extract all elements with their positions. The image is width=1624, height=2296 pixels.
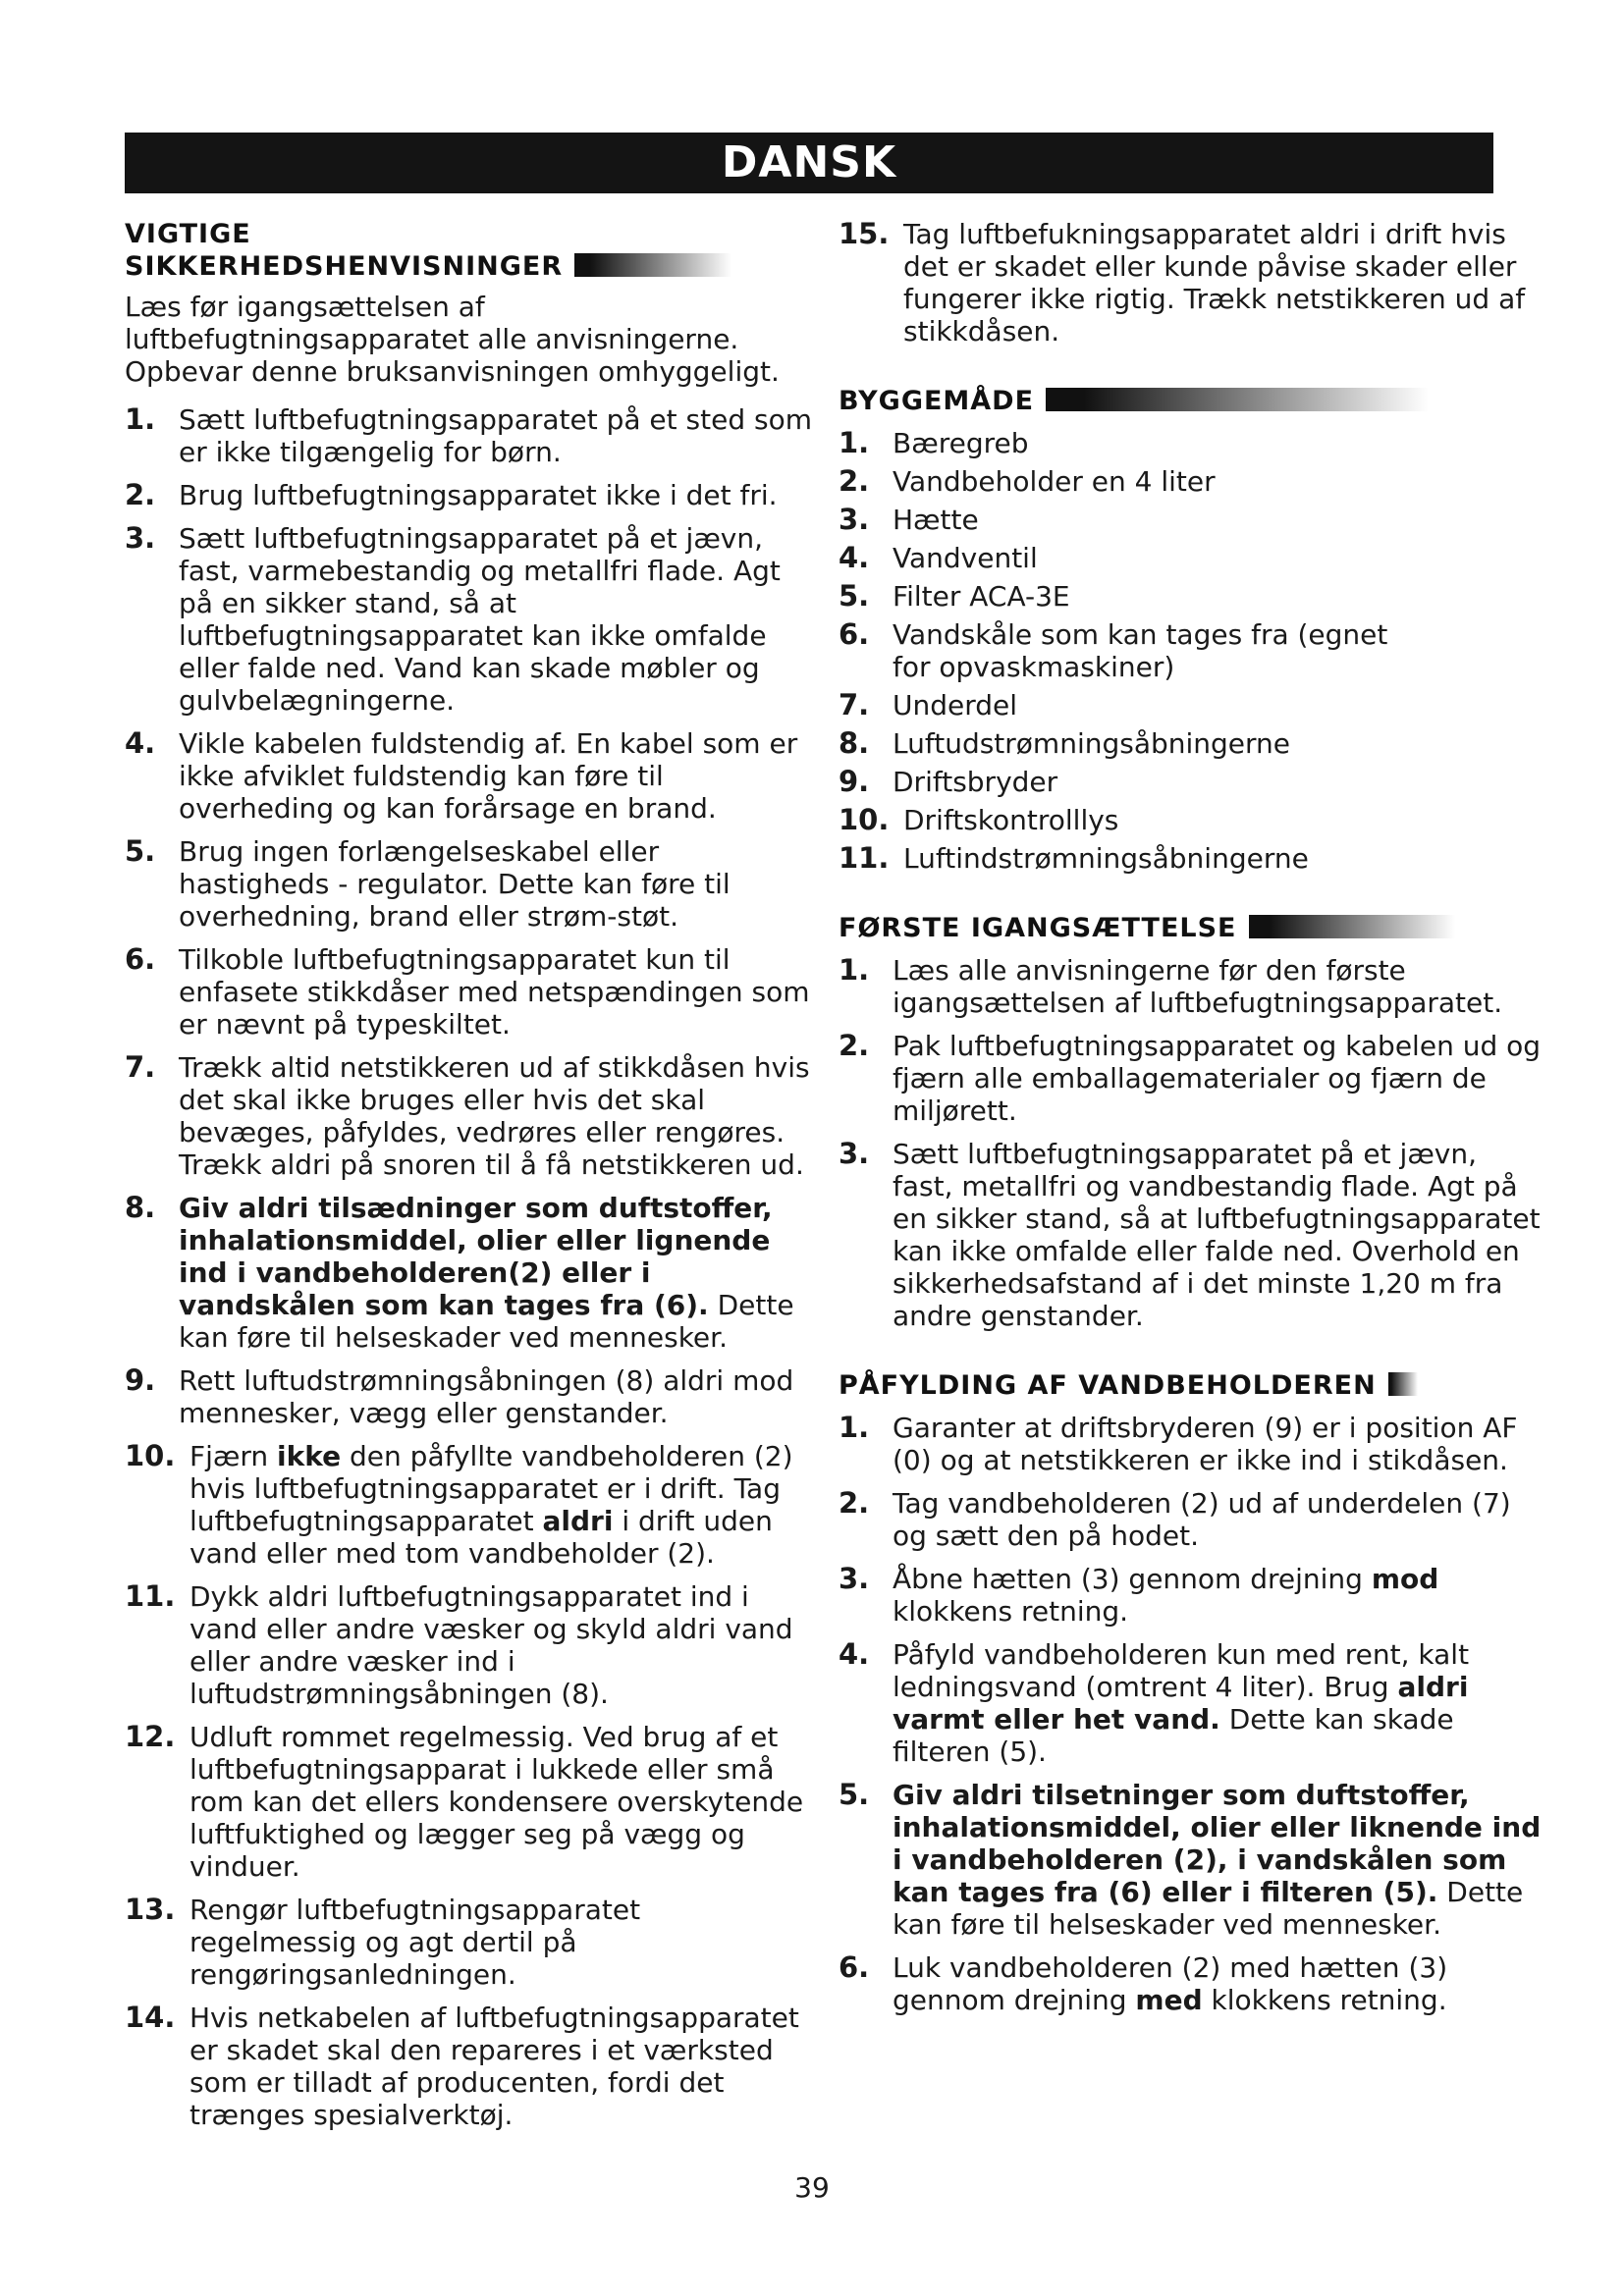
item-text (189, 1440, 812, 1570)
list-item (125, 403, 812, 468)
item-number: 1. (839, 426, 870, 459)
item-text: Garanter at driftsbryderen (9) er i position AF (0) og at netstikkeren er ikke ind i stikdåsen. (893, 1412, 1518, 1476)
heading-text: FØRSTE IGANGSÆTTELSE (839, 913, 1237, 943)
filling-heading (839, 1369, 1545, 1402)
item-text: Vandbeholder en 4 liter (893, 465, 1216, 498)
item-text: Tag vandbeholderen (2) ud af underdelen (7) og sætt den på hodet. (893, 1487, 1511, 1552)
item-bold-text: mod (1371, 1563, 1439, 1595)
item-number: 8. (839, 726, 870, 760)
item-number: 9. (125, 1363, 156, 1397)
list-item (839, 804, 1545, 836)
heading-rule (1046, 388, 1429, 411)
item-text: Hvis netkabelen af luftbefugtningsapparatet er skadet skal den repareres i et værksted som er tilladt af producenten, fordi det trænges spesialverktøj. (189, 2002, 799, 2131)
item-plain-text: klokkens retning. (893, 1595, 1129, 1628)
item-text: Tilkoble luftbefugtningsapparatet kun til enfasete stikkdåser med netspændingen som er nævnt på typeskiltet. (179, 943, 810, 1041)
item-text: Udluft rommet regelmessig. Ved brug af et luftbefugtningsapparat i lukkede eller små rom kan det ellers kondensere overskytende luftfuktighed og lægger seg på vægg og vinduer. (189, 1721, 804, 1883)
item-plain-text: den påfyllte vandbeholderen (2) hvis luftbefugtningsapparatet er i drift. Tag luftbefugtningsapparatet (189, 1440, 793, 1537)
item-text: Brug luftbefugtningsapparatet ikke i det fri. (179, 479, 778, 511)
item-number: 13. (125, 1893, 176, 1926)
list-item (125, 943, 812, 1041)
item-number: 11. (839, 841, 890, 875)
item-number: 3. (839, 1562, 870, 1595)
list-item (839, 542, 1545, 574)
item-text (893, 1638, 1545, 1768)
list-item (839, 1487, 1545, 1552)
item-number: 6. (839, 617, 870, 651)
construction-heading (839, 385, 1545, 417)
item-plain-text: klokkens retning. (1202, 1984, 1447, 2016)
item-number: 4. (839, 1637, 870, 1671)
list-item (125, 1721, 812, 1883)
item-number: 2. (125, 478, 156, 511)
item-number: 5. (125, 834, 156, 868)
list-item (125, 1051, 812, 1181)
item-text: Hætte (893, 504, 979, 536)
item-number: 2. (839, 464, 870, 498)
banner-title: DANSK (721, 137, 897, 187)
list-item (839, 618, 1545, 683)
item-number: 4. (125, 726, 156, 760)
item-number: 14. (125, 2001, 176, 2034)
item-plain-text: Fjærn (189, 1440, 278, 1472)
item-number: 9. (839, 765, 870, 798)
item-text: Brug ingen forlængelseskabel eller hastigheds - regulator. Dette kan føre til overhedning, brand eller strøm-støt. (179, 835, 731, 933)
item-text: Sætt luftbefugtningsapparatet på et jævn, fast, varmebestandig og metallfri flade. Agt på en sikker stand, så at luftbefugtningsapparatet kan ikke omfalde eller falde ned. Vand kan skade møbler og gulvbelægningerne. (179, 522, 781, 717)
item-text: Luftindstrømningsåbningerne (903, 842, 1309, 875)
item-number: 12. (125, 1720, 176, 1753)
item-number: 1. (839, 953, 870, 987)
item-number: 5. (839, 1778, 870, 1811)
item-text: Rengør luftbefugtningsapparatet regelmessig og agt dertil på rengøringsanledningen. (189, 1894, 641, 1991)
item-text (893, 1951, 1545, 2016)
heading-rule (574, 253, 731, 277)
list-item (839, 218, 1545, 347)
list-item (839, 954, 1545, 1019)
item-number: 15. (839, 217, 890, 250)
list-item (125, 1440, 812, 1570)
first-use-section (839, 912, 1545, 1332)
item-text: Pak luftbefugtningsapparatet og kabelen ud og fjærn alle emballagematerialer og fjærn de miljørett. (893, 1030, 1542, 1127)
list-item (839, 1779, 1545, 1941)
item-text: Bæregreb (893, 427, 1029, 459)
item-text: Filter ACA-3E (893, 580, 1070, 613)
list-item (125, 2002, 812, 2131)
item-number: 1. (839, 1411, 870, 1444)
list-item (125, 727, 812, 825)
item-bold-text: Giv aldri tilsetninger som duftstoffer, inhalationsmiddel, olier eller liknende ind i vandbeholderen (2), i vandskålen som kan tages fra (6) eller i filteren (5). (893, 1779, 1542, 1908)
item-plain-text: Påfyld vandbeholderen kun med rent, kalt ledningsvand (omtrent 4 liter). Brug (893, 1638, 1470, 1703)
item-number: 2. (839, 1486, 870, 1520)
item-text: Vikle kabelen fuldstendig af. En kabel som er ikke afviklet fuldstendig kan føre til overheding og kan forårsage en brand. (179, 727, 798, 825)
list-item (125, 479, 812, 511)
item-plain-text: Dette kan føre til helseskader ved mennesker. (179, 1289, 794, 1354)
first-use-heading (839, 912, 1545, 944)
language-banner (125, 133, 1493, 193)
list-item (839, 1563, 1545, 1628)
item-plain-text: Luk vandbeholderen (2) med hætten (3) gennom drejning (893, 1951, 1448, 2016)
item-number: 7. (839, 688, 870, 721)
list-item (839, 1138, 1545, 1332)
list-item (125, 1580, 812, 1710)
construction-section (839, 385, 1545, 875)
left-column (125, 218, 812, 2142)
list-item (839, 504, 1545, 536)
list-item (125, 522, 812, 717)
safety-heading-line2: SIKKERHEDSHENVISNINGER (125, 251, 564, 282)
safety-intro: Læs før igangsættelsen af luftbefugtningsapparatet alle anvisningerne. Opbevar denne bruksanvisningen omhyggeligt. (125, 291, 780, 388)
item-text (893, 1563, 1545, 1628)
list-item (839, 465, 1545, 498)
item-text: Trækk altid netstikkeren ud af stikkdåsen hvis det skal ikke bruges eller hvis det skal bevæges, påfyldes, vedrøres eller rengøres. Trækk aldri på snoren til å få netstikkeren ud. (179, 1051, 810, 1181)
item-number: 11. (125, 1579, 176, 1613)
item-number: 6. (839, 1950, 870, 1984)
page-number: 39 (794, 2171, 830, 2204)
item-number: 7. (125, 1050, 156, 1084)
list-item (125, 1364, 812, 1429)
item-bold-text: med (1135, 1984, 1203, 2016)
item-number: 2. (839, 1029, 870, 1062)
list-item (839, 1951, 1545, 2016)
list-item (839, 1638, 1545, 1768)
item-number: 10. (839, 803, 890, 836)
item-text: Læs alle anvisningerne før den første igangsættelsen af luftbefugtningsapparatet. (893, 954, 1503, 1019)
item-number: 3. (839, 503, 870, 536)
item-plain-text: Dette kan føre til helseskader ved mennesker. (893, 1876, 1524, 1941)
item-number: 10. (125, 1439, 176, 1472)
item-plain-text: Dette kan skade filteren (5). (893, 1703, 1454, 1768)
item-bold-text: aldri (542, 1505, 614, 1537)
item-text: Vandskåle som kan tages fra (egnet for opvaskmaskiner) (893, 618, 1388, 683)
item-text: Dykk aldri luftbefugtningsapparatet ind i vand eller andre væsker og skyld aldri vand eller andre væsker ind i luftudstrømningsåbningen (8). (189, 1580, 793, 1710)
item-plain-text: Åbne hætten (3) gennom drejning (893, 1563, 1372, 1595)
item-text: Rett luftudstrømningsåbningen (8) aldri mod mennesker, vægg eller genstander. (179, 1364, 794, 1429)
item-bold-text: ikke (277, 1440, 342, 1472)
list-item (125, 1192, 812, 1354)
item-text: Luftudstrømningsåbningerne (893, 727, 1291, 760)
item-number: 3. (125, 521, 156, 555)
item-text: Sætt luftbefugtningsapparatet på et jævn, fast, metallfri og vandbestandig flade. Agt på en sikker stand, så at luftbefugtningsapparatet kan ikke omfalde eller falde ned. Overhold en sikkerhedsafstand af i det minste 1,20 m fra andre genstander. (893, 1138, 1541, 1332)
right-column (839, 218, 1545, 2027)
item-text: Driftskontrolllys (903, 804, 1119, 836)
list-item (839, 580, 1545, 613)
item-text: Sætt luftbefugtningsapparatet på et sted som er ikke tilgængelig for børn. (179, 403, 812, 468)
list-item (839, 842, 1545, 875)
list-item (839, 1412, 1545, 1476)
list-item (839, 766, 1545, 798)
heading-text: PÅFYLDING AF VANDBEHOLDEREN (839, 1370, 1377, 1401)
list-item (125, 835, 812, 933)
item-text: Driftsbryder (893, 766, 1058, 798)
item-number: 8. (125, 1191, 156, 1224)
filling-section (839, 1369, 1545, 2016)
list-item (839, 427, 1545, 459)
item-number: 1. (125, 402, 156, 436)
item-number: 5. (839, 579, 870, 613)
item-number: 6. (125, 942, 156, 976)
item-text: Tag luftbefukningsapparatet aldri i drift hvis det er skadet eller kunde påvise skader eller fungerer ikke rigtig. Trækk netstikkeren ud af stikkdåsen. (903, 218, 1526, 347)
list-item (839, 689, 1545, 721)
item-bold-text: Giv aldri tilsædninger som duftstoffer, inhalationsmiddel, olier eller lignende ind i vandbeholderen(2) eller i vandskålen som kan tages fra (6). (179, 1192, 773, 1321)
heading-text: BYGGEMÅDE (839, 386, 1035, 416)
safety-heading (125, 218, 812, 283)
heading-rule (1388, 1372, 1418, 1396)
item-plain-text: i drift uden vand eller med tom vandbeholder (2). (189, 1505, 773, 1570)
safety-heading-line1: VIGTIGE (125, 219, 251, 249)
item-text: Underdel (893, 689, 1018, 721)
item-text (179, 1192, 812, 1354)
item-text (893, 1779, 1545, 1941)
list-item (839, 727, 1545, 760)
item-bold-text: aldri varmt eller het vand. (893, 1671, 1469, 1735)
list-item (839, 1030, 1545, 1127)
item-number: 4. (839, 541, 870, 574)
list-item (125, 1894, 812, 1991)
item-text: Vandventil (893, 542, 1038, 574)
item-number: 3. (839, 1137, 870, 1170)
heading-rule (1249, 915, 1455, 938)
